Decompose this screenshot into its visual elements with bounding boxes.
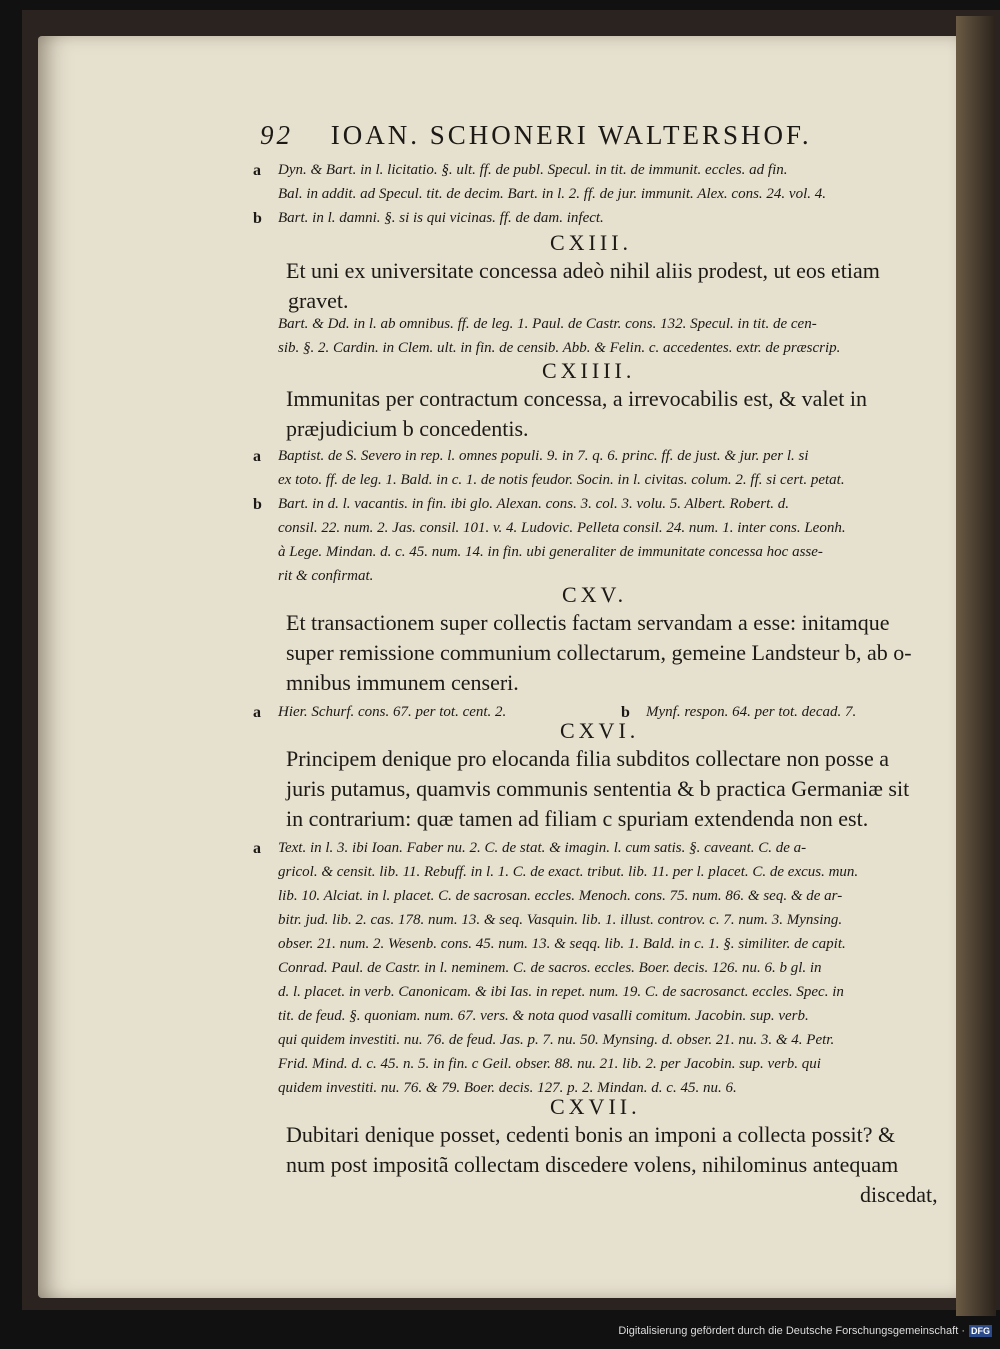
note-line: b Bart. in l. damni. §. si is qui vicinas. ff. de dam. infect. — [253, 210, 604, 227]
section-number: CXVI. — [560, 718, 640, 743]
note-line: gricol. & censit. lib. 11. Rebuff. in l. 1. C. de exact. tribut. lib. 11. per l. placet. C. de excus. mun. — [278, 864, 859, 880]
note-line: sib. §. 2. Cardin. in Clem. ult. in fin. de censib. Abb. & Felin. c. accedentes. extr. de præscrip. — [278, 340, 841, 356]
note-line: Bal. in addit. ad Specul. tit. de decim. Bart. in l. 2. ff. de jur. immunit. Alex. cons. 24. vol. 4. — [278, 186, 826, 202]
note-line: à Lege. Mindan. d. c. 45. num. 14. in fin. ubi generaliter de immunitate concessa hoc asse- — [278, 544, 823, 560]
note-line: ex toto. ff. de leg. 1. Bald. in c. 1. de notis feudor. Socin. in l. civitas. colum. 2. ff. si cert. petat. — [278, 472, 845, 488]
body-line: mnibus immunem censeri. — [286, 670, 519, 695]
note-line: qui quidem investiti. nu. 76. de feud. Jas. p. 7. nu. 50. Mynsing. d. obser. 21. nu. 3. & 4. Petr. — [278, 1032, 835, 1048]
note-line: consil. 22. num. 2. Jas. consil. 101. v. 4. Ludovic. Pelleta consil. 24. num. 1. inter cons. Leonh. — [278, 520, 846, 536]
body-line: gravet. — [288, 288, 349, 313]
section-number: CXIII. — [550, 230, 633, 255]
running-head — [260, 120, 812, 151]
note-line: Conrad. Paul. de Castr. in l. neminem. C. de sacros. eccles. Boer. decis. 126. nu. 6. b gl. in — [278, 960, 822, 976]
note-line: bitr. jud. lib. 2. cas. 178. num. 13. & seq. Vasquin. lib. 1. illust. controv. c. 7. num. 3. Mynsing. — [278, 912, 843, 928]
page-number: 92 — [260, 120, 293, 150]
note-line: obser. 21. num. 2. Wesenb. cons. 45. num. 13. & seqq. lib. 1. Bald. in c. 1. §. similiter. de capit. — [278, 936, 846, 952]
digitization-credit — [618, 1325, 992, 1337]
body-line: Dubitari denique posset, cedenti bonis an imponi a collecta possit? & — [286, 1122, 896, 1147]
body-line: juris putamus, quamvis communis sententia & b practica Germaniæ sit — [286, 776, 910, 801]
note-line: rit & confirmat. — [278, 568, 374, 584]
body-line: Immunitas per contractum concessa, a irrevocabilis est, & valet in — [286, 386, 867, 411]
note-line: a Dyn. & Bart. in l. licitatio. §. ult. ff. de publ. Specul. in tit. de immunit. eccles. ad fin. — [253, 162, 788, 179]
body-line: præjudicium b concedentis. — [286, 416, 529, 441]
body-line: Principem denique pro elocanda filia subditos collectare non posse a — [286, 746, 889, 771]
section-number: CXVII. — [550, 1094, 641, 1119]
note-line: b Bart. in d. l. vacantis. in fin. ibi glo. Alexan. cons. 3. col. 3. volu. 5. Albert. Robert. d. — [253, 496, 790, 513]
section-number: CXV. — [562, 582, 628, 607]
note-line: lib. 10. Alciat. in l. placet. C. de sacrosan. eccles. Menoch. cons. 75. num. 86. & seq. & de ar- — [278, 888, 843, 904]
note-line: quidem investiti. nu. 76. & 79. Boer. decis. 127. p. 2. Mindan. d. c. 45. nu. 6. — [278, 1080, 737, 1096]
body-line: Et uni ex universitate concessa adeò nihil aliis prodest, ut eos etiam — [286, 258, 880, 283]
note-line: Bart. & Dd. in l. ab omnibus. ff. de leg. 1. Paul. de Castr. cons. 132. Specul. in tit. de cen- — [278, 316, 817, 332]
section-number: CXIIII. — [542, 358, 636, 383]
running-title: IOAN. SCHONERI WALTERSHOF. — [330, 120, 812, 150]
dfg-logo-icon: DFG — [971, 1326, 990, 1336]
body-line: Et transactionem super collectis factam servandam a esse: initamque — [286, 610, 890, 635]
body-line: in contrarium: quæ tamen ad filiam c spuriam extendenda non est. — [286, 806, 869, 831]
catchword: discedat, — [860, 1182, 938, 1207]
note-line: a Hier. Schurf. cons. 67. per tot. cent. 2. — [253, 704, 507, 721]
note-line: Frid. Mind. d. c. 45. n. 5. in fin. c Geil. obser. 88. nu. 21. lib. 2. per Jacobin. sup. verb. qui — [278, 1056, 821, 1072]
body-line: num post impositã collectam discedere volens, nihilominus antequam — [286, 1152, 899, 1177]
note-line: a Baptist. de S. Severo in rep. l. omnes populi. 9. in 7. q. 6. princ. ff. de just. & jur. per l. si — [253, 448, 809, 465]
note-line: tit. de feud. §. quoniam. num. 67. vers. & nota quod vasalli comitum. Jacobin. sup. verb. — [278, 1008, 809, 1024]
note-line: a Text. in l. 3. ibi Ioan. Faber nu. 2. C. de stat. & imagin. l. cum satis. §. caveant. C. de a- — [253, 840, 807, 857]
body-line: super remissione communium collectarum, gemeine Landsteur b, ab o- — [286, 640, 912, 665]
book-page — [38, 36, 968, 1298]
note-line: d. l. placet. in verb. Canonicam. & ibi Ias. in repet. num. 19. C. de sacrosanct. eccles. Spec. in — [278, 984, 844, 1000]
note-line: b Mynf. respon. 64. per tot. decad. 7. — [621, 704, 857, 721]
credit-text: Digitalisierung gefördert durch die Deutsche Forschungsgemeinschaft · — [618, 1325, 965, 1337]
